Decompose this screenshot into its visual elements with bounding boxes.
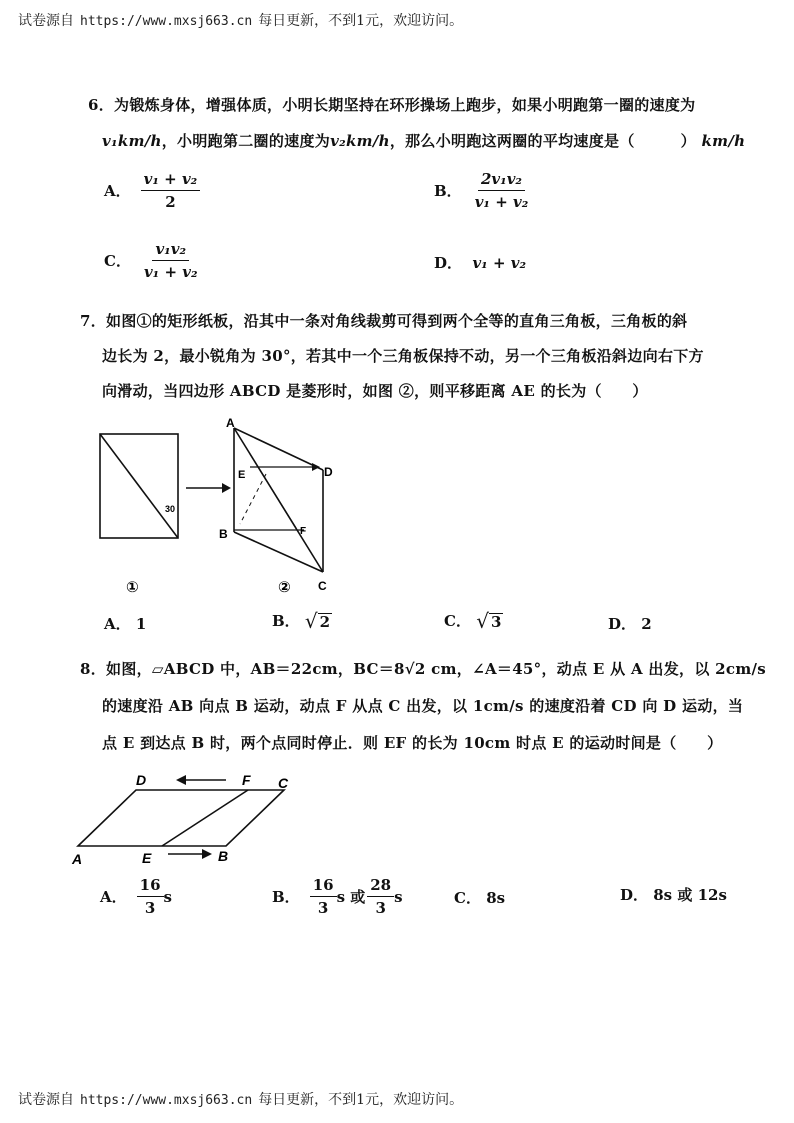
numerator: v₁v₂ [152,240,189,261]
fraction [141,170,201,211]
q6-option-d[interactable] [434,252,526,273]
option-label: C． [454,889,481,907]
header-source: 试卷源自 [18,13,74,29]
fraction [137,876,164,917]
q6-v2: v₂km/h [330,132,390,150]
q6-option-a[interactable] [104,170,200,211]
numerator: 28 [367,876,394,897]
option-label: D． [608,615,637,633]
q7-line2: 边长为 2，最小锐角为 30°，若其中一个三角板保持不动，另一个三角板沿斜边向右下方 [102,347,704,365]
option-value: 8s 或 12s [653,886,727,904]
q6-option-c[interactable] [104,240,201,281]
unit: s [163,887,172,906]
option-label: A． [100,888,127,906]
q7-option-d[interactable] [608,613,652,634]
q8-option-b[interactable] [272,876,403,917]
numerator: 16 [310,876,337,897]
q6-mid: ，小明跑第二圈的速度为 [161,132,331,150]
point-e-label: E [238,469,246,481]
point-a-label: A [226,416,235,430]
page-header [18,10,463,30]
fraction [310,876,337,917]
parallelogram-figure [71,772,289,867]
q7-line1: 7．如图①的矩形纸板，沿其中一条对角线裁剪可得到两个全等的直角三角板，三角板的斜 [80,312,688,330]
fraction [367,876,394,917]
denominator: v₁ + v₂ [143,263,198,281]
fraction [472,170,532,211]
q6-v1: v₁km/h [102,132,162,150]
point-f-label: F [242,772,251,788]
denominator: 3 [144,899,156,917]
fraction [141,240,201,281]
footer-url[interactable]: https://www.mxsj663.cn [80,1093,253,1108]
radicand: 3 [490,613,502,631]
option-value: 2 [641,614,652,633]
figure-2-label: ② [278,579,291,596]
q6-line1: 6．为锻炼身体，增强体质，小明长期坚持在环形操场上跑步，如果小明跑第一圈的速度为 [88,96,696,114]
point-f-label: F [300,526,307,537]
q6-tail: ，那么小明跑这两圈的平均速度是（ [389,132,635,150]
option-label: A． [104,615,131,633]
point-c-label: C [318,579,327,593]
diagonal [100,434,178,538]
point-d-label: D [136,772,147,788]
rhombus-figure-2 [219,416,333,593]
q8-figure [66,764,296,872]
denominator: 2 [165,193,176,211]
footer-source: 试卷源自 [18,1092,74,1108]
q7-option-a[interactable] [104,613,146,634]
point-d-label: D [324,465,333,479]
option-label: B． [272,888,300,906]
sqrt-expression: √ 3 [476,608,502,633]
q8-line1: 8．如图，▱ABCD 中，AB＝22cm，BC＝8√2 cm，∠A＝45°，动点 E 从 A 出发，以 2cm/s [80,660,767,678]
numerator: 2v₁v₂ [478,170,525,191]
arrow-right-icon [186,483,231,493]
point-e-label: E [142,850,152,866]
option-label: D． [620,886,649,904]
page-footer [18,1089,463,1109]
option-label: C． [444,612,471,630]
option-label: C． [104,252,131,270]
unit: s 或 [336,888,366,906]
q6-line2 [102,130,745,151]
numerator: 16 [137,876,164,897]
q8-option-c[interactable] [454,887,505,908]
q6-option-b[interactable] [434,170,531,211]
figure-1-label: ① [126,579,139,596]
header-url[interactable]: https://www.mxsj663.cn [80,14,253,29]
option-label: A． [104,182,131,200]
option-label: D． [434,254,463,272]
point-b-label: B [218,848,229,864]
point-a-label: A [72,851,83,867]
q7-line3: 向滑动，当四边形 ABCD 是菱形时，如图 ②，则平移距离 AE 的长为（ ） [102,382,648,400]
q7-option-c[interactable] [444,610,503,631]
point-c-label: C [278,775,289,791]
option-value: 1 [135,614,147,633]
radicand: 2 [319,613,331,631]
footer-notice: 每日更新，不到1元，欢迎访问。 [258,1092,464,1108]
denominator: 3 [375,899,386,917]
q8-line3: 点 E 到达点 B 时，两个点同时停止．则 EF 的长为 10cm 时点 E 的运动时间是（ ） [102,734,723,752]
numerator: v₁ + v₂ [141,170,201,191]
unit: s [394,887,403,906]
option-expression: v₁ + v₂ [472,253,527,272]
q8-option-d[interactable] [620,884,727,905]
angle-label: 30 [165,504,176,514]
point-b-label: B [219,527,228,541]
q8-line2: 的速度沿 AB 向点 B 运动，动点 F 从点 C 出发，以 1cm/s 的速度沿着 CD 向 D 运动，当 [102,697,744,715]
option-value: 8s [486,888,506,907]
arrow-left-icon [176,775,186,785]
q8-option-a[interactable] [100,876,172,917]
rectangle-figure-1 [100,434,178,538]
header-notice: 每日更新，不到1元，欢迎访问。 [258,13,464,29]
q7-figure [90,412,360,600]
arrow-right-icon [202,849,212,859]
q6-unit: km/h [701,132,746,150]
denominator: 3 [317,899,329,917]
q7-option-b[interactable] [272,610,332,631]
q6-close: ） [680,132,696,150]
option-label: B． [434,182,462,200]
sqrt-expression: √ 2 [304,608,331,633]
denominator: v₁ + v₂ [474,193,529,211]
option-label: B． [272,612,300,630]
